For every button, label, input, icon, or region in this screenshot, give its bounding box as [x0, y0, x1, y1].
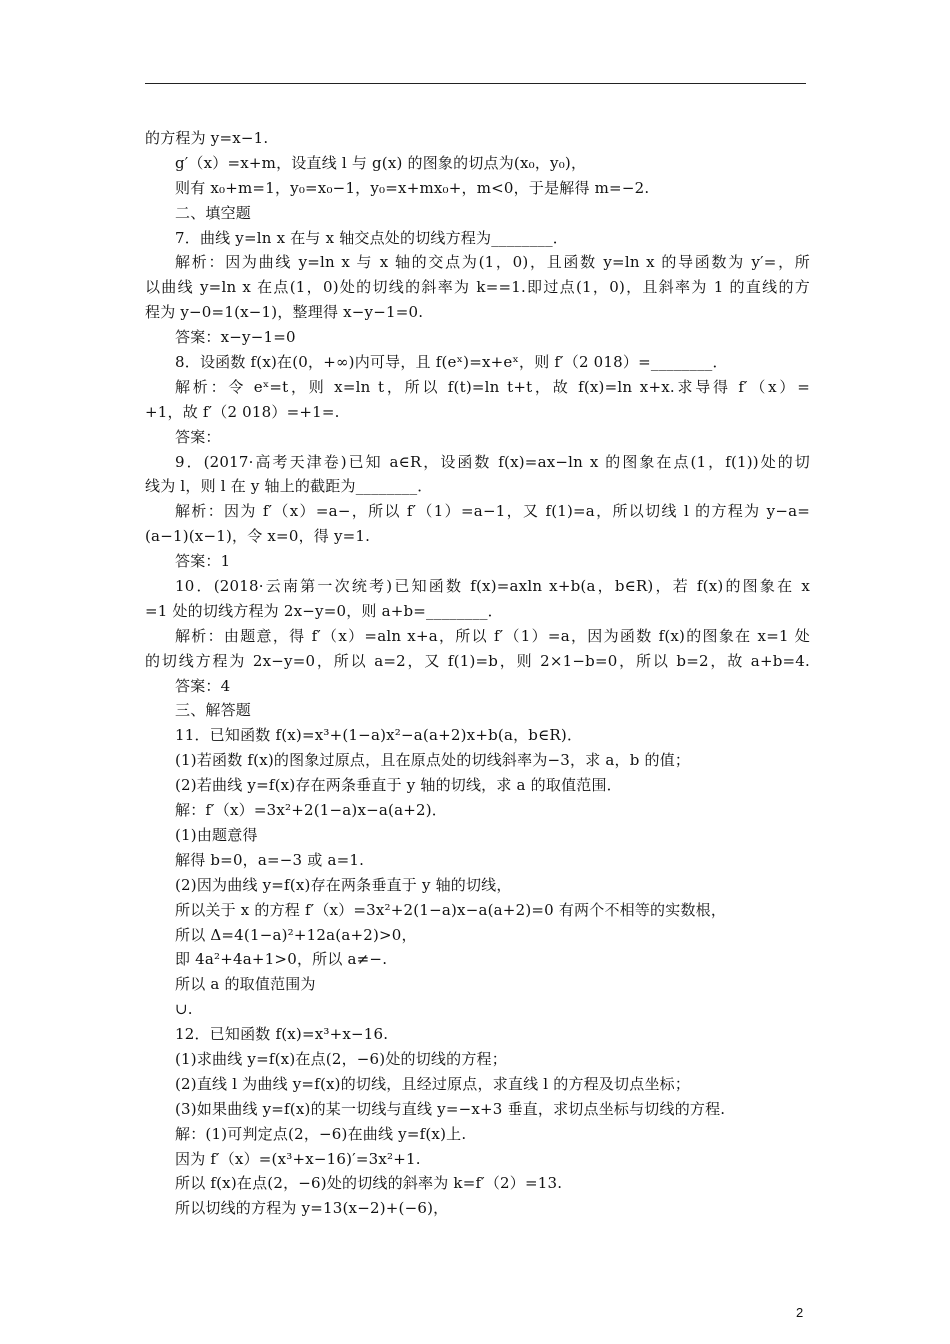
text-line: (2)直线 l 为曲线 y=f(x)的切线，且经过原点，求直线 l 的方程及切点坐标；	[175, 1074, 691, 1093]
text-line: 答案：4	[175, 676, 231, 695]
text-line: (3)如果曲线 y=f(x)的某一切线与直线 y=−x+3 垂直，求切点坐标与切线的方程.	[175, 1099, 726, 1118]
document-body	[145, 126, 810, 1221]
text-line: 12．已知函数 f(x)=x³+x−16.	[175, 1025, 389, 1044]
text-line: 解：f′（x）=3x²+2(1−a)x−a(a+2)．	[175, 801, 448, 820]
text-line: 解析：因为 f′（x）=a−，所以 f′（1）=a−1，又 f(1)=a，所以切线 l 的方程为 y−a=	[175, 502, 810, 521]
text-line: 8．设函数 f(x)在(0，+∞)内可导，且 f(eˣ)=x+eˣ，则 f′（2 018）=________．	[175, 353, 728, 372]
text-line: 因为 f′（x）=(x³+x−16)′=3x²+1.	[175, 1149, 421, 1168]
text-line: 答案：	[175, 427, 221, 446]
text-line: 7．曲线 y=ln x 在与 x 轴交点处的切线方程为________．	[175, 228, 569, 247]
text-line: 10．(2018·云南第一次统考)已知函数 f(x)=axln x+b(a，b∈R)，若 f(x)的图象在 x	[175, 577, 810, 596]
text-line: 二、填空题	[175, 203, 252, 222]
text-line: 所以关于 x 的方程 f′（x）=3x²+2(1−a)x−a(a+2)=0 有两个不相等的实数根，	[175, 900, 727, 919]
text-line: 解析：令 eˣ=t，则 x=ln t，所以 f(t)=ln t+t，故 f(x)=ln x+x.求导得 f′（x）=	[175, 377, 810, 396]
text-line: 解得 b=0，a=−3 或 a=1.	[175, 850, 365, 869]
text-line: g′（x）=x+m，设直线 l 与 g(x) 的图象的切点为(x₀，y₀)，	[175, 153, 587, 172]
text-line: 则有 x₀+m=1，y₀=x₀−1，y₀=x+mx₀+，m<0，于是解得 m=−2.	[175, 178, 650, 197]
text-line: 三、解答题	[175, 701, 252, 720]
text-line: (2)若曲线 y=f(x)存在两条垂直于 y 轴的切线，求 a 的取值范围．	[175, 776, 622, 795]
text-line: 线为 l，则 l 在 y 轴上的截距为________．	[145, 477, 433, 496]
text-line: 所以 a 的取值范围为	[175, 975, 316, 994]
page-number: 2	[796, 1305, 804, 1320]
text-line: 以曲线 y=ln x 在点(1，0)处的切线的斜率为 k==1.即过点(1，0)，且斜率为 1 的直线的方	[145, 278, 810, 297]
text-line: +1，故 f′（2 018）=+1=.	[145, 402, 340, 421]
text-line: 所以 Δ=4(1−a)²+12a(a+2)>0，	[175, 925, 417, 944]
text-line: 解：(1)可判定点(2，−6)在曲线 y=f(x)上.	[175, 1124, 467, 1143]
text-line: 解析：因为曲线 y=ln x 与 x 轴的交点为(1，0)，且函数 y=ln x 的导函数为 y′=，所	[175, 253, 810, 272]
text-line: (2)因为曲线 y=f(x)存在两条垂直于 y 轴的切线，	[175, 875, 512, 894]
text-line: =1 处的切线方程为 2x−y=0，则 a+b=________．	[145, 601, 503, 620]
text-line: ∪.	[175, 1000, 193, 1019]
text-line: (1)求曲线 y=f(x)在点(2，−6)处的切线的方程；	[175, 1049, 507, 1068]
text-line: (1)若函数 f(x)的图象过原点，且在原点处的切线斜率为−3，求 a，b 的值；	[175, 751, 691, 770]
text-line: 9．(2017·高考天津卷)已知 a∈R，设函数 f(x)=ax−ln x 的图象在点(1，f(1))处的切	[175, 452, 810, 471]
header-rule	[145, 83, 806, 84]
text-line: 的方程为 y=x−1.	[145, 129, 269, 147]
text-line: 所以切线的方程为 y=13(x−2)+(−6)，	[175, 1199, 449, 1218]
text-line: 即 4a²+4a+1>0，所以 a≠−.	[175, 950, 388, 969]
text-line: (a−1)(x−1)，令 x=0，得 y=1.	[145, 527, 371, 546]
text-line: 11．已知函数 f(x)=x³+(1−a)x²−a(a+2)x+b(a，b∈R)．	[175, 726, 583, 745]
text-line: 程为 y−0=1(x−1)，整理得 x−y−1=0.	[145, 303, 424, 322]
text-line: 答案：x−y−1=0	[175, 328, 296, 347]
text-line: 答案：1	[175, 552, 231, 571]
text-line: 解析：由题意，得 f′（x）=aln x+a，所以 f′（1）=a，因为函数 f(x)的图象在 x=1 处	[175, 626, 810, 645]
text-line: 的切线方程为 2x−y=0，所以 a=2，又 f(1)=b，则 2×1−b=0，所以 b=2，故 a+b=4.	[145, 651, 810, 670]
text-line: (1)由题意得	[175, 825, 258, 844]
text-line: 所以 f(x)在点(2，−6)处的切线的斜率为 k=f′（2）=13.	[175, 1174, 563, 1193]
